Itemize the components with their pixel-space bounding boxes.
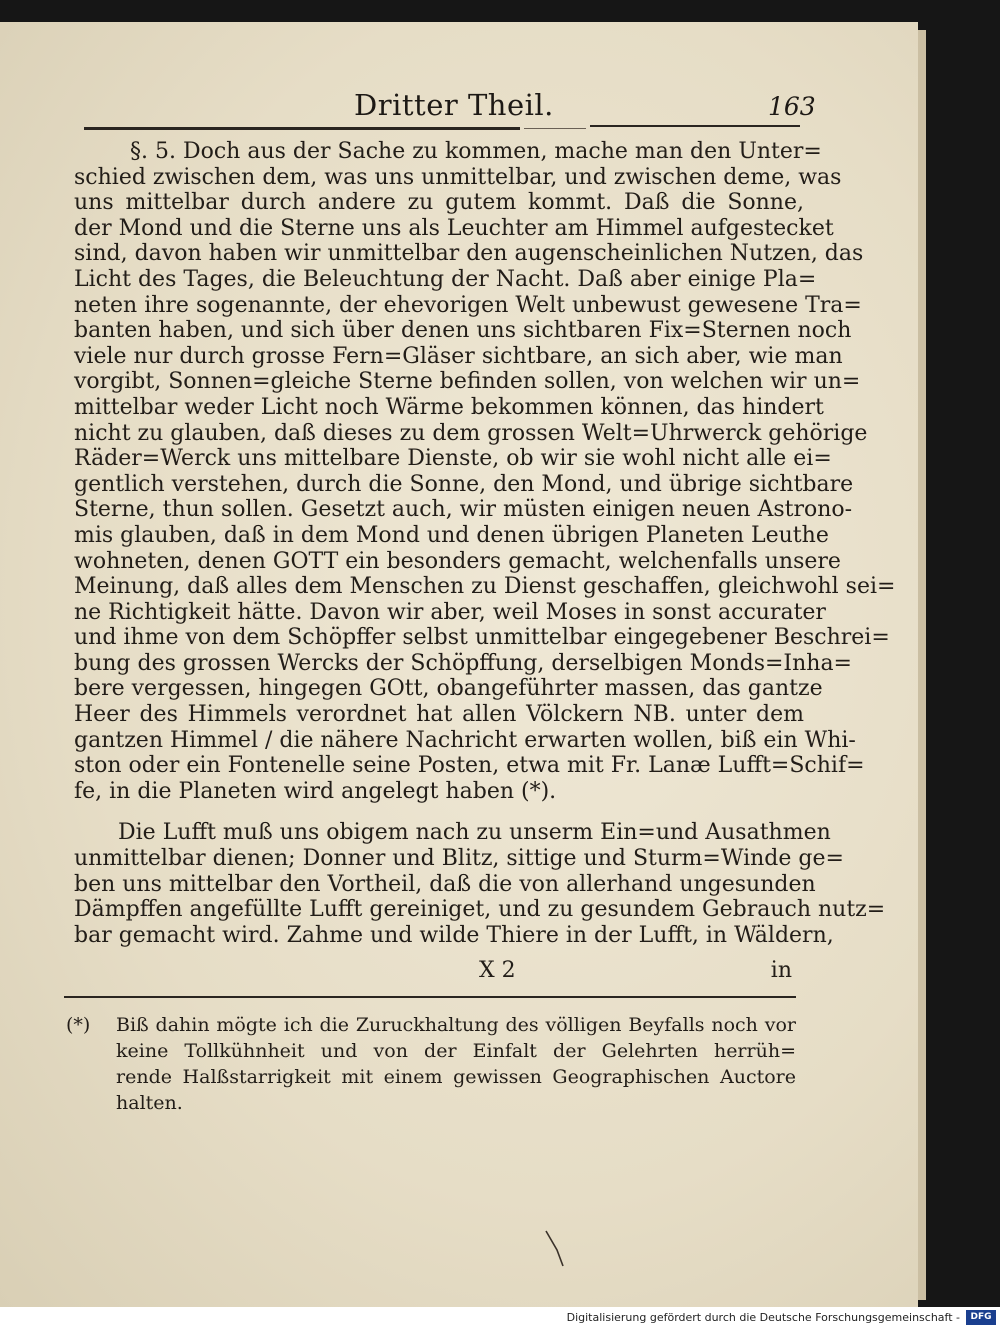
text-line: gentlich verstehen, durch die Sonne, den Mond, und übrige sichtbare [74,471,854,497]
text-line: banten haben, und sich über denen uns sichtbaren Fix=Sternen noch [74,318,852,344]
paper-mark [543,1228,571,1270]
text-line: ne Richtigkeit hätte. Davon wir aber, weil Moses in sonst accurater [74,599,826,625]
text-line: Heer des Himmels verordnet hat allen Völckern NB. unter dem [74,702,804,728]
paragraph-1 [74,139,896,804]
digitization-credit: Digitalisierung gefördert durch die Deutsche Forschungsgemeinschaft - [566,1311,960,1324]
text-line: §. 5. Doch aus der Sache zu kommen, mache man den Unter= [130,139,822,164]
text-line: ston oder ein Fontenelle seine Posten, etwa mit Fr. Lanæ Lufft=Schif= [74,753,865,779]
paragraph-2 [74,820,886,948]
footnote [66,1012,796,1116]
text-line: mis glauben, daß in dem Mond und denen übrigen Planeten Leuthe [74,522,829,548]
text-line: mittelbar weder Licht noch Wärme bekommen können, das hindert [74,394,824,420]
dfg-logo: DFG [966,1310,996,1325]
header-rule-middle [524,128,586,129]
text-line: gantzen Himmel / die nähere Nachricht erwarten wollen, biß ein Whi- [74,727,856,753]
signature-row [74,958,804,988]
text-line: der Mond und die Sterne uns als Leuchter am Himmel aufgestecket [74,215,834,241]
header-rule-left [84,127,520,130]
signature-mark: X 2 [479,958,516,983]
footnote-rule [64,996,796,998]
text-line: fe, in die Planeten wird angelegt haben (*). [74,778,557,804]
text-line: Räder=Werck uns mittelbare Dienste, ob wir sie wohl nicht alle ei= [74,446,832,472]
text-line: nicht zu glauben, daß dieses zu dem grossen Welt=Uhrwerck gehörige [74,420,868,446]
page-edge [918,30,926,1300]
text-line: viele nur durch grosse Fern=Gläser sichtbare, an sich aber, wie man [74,343,843,369]
text-line: Dämpffen angefüllte Lufft gereiniget, und zu gesundem Gebrauch nutz= [74,897,886,923]
text-line: ben uns mittelbar den Vortheil, daß die von allerhand ungesunden [74,871,816,897]
footnote-line: rende Halßstarrigkeit mit einem gewissen Geographischen Auctore [116,1066,796,1088]
text-line: bung des grossen Wercks der Schöpffung, derselbigen Monds=Inha= [74,650,852,676]
text-line: vorgibt, Sonnen=gleiche Sterne befinden sollen, von welchen wir un= [74,369,861,395]
text-line: unmittelbar dienen; Donner und Blitz, sittige und Sturm=Winde ge= [74,846,844,872]
running-head: Dritter Theil. [354,88,554,122]
footnote-mark: (*) [66,1014,91,1036]
body-text [74,139,896,948]
page-number: 163 [768,92,816,121]
text-line: wohneten, denen GOTT ein besonders gemacht, welchenfalls unsere [74,548,841,574]
paragraph-gap [74,804,804,820]
text-line: Sterne, thun sollen. Gesetzt auch, wir müsten einigen neuen Astrono- [74,497,853,523]
header-rule-right [590,125,800,127]
text-line: Meinung, daß alles dem Menschen zu Dienst geschaffen, gleichwohl sei= [74,574,896,600]
digitization-footer [0,1307,1000,1329]
catchword: in [770,958,792,983]
text-line: uns mittelbar durch andere zu gutem kommt. Daß die Sonne, [74,190,804,216]
text-line: bar gemacht wird. Zahme und wilde Thiere in der Lufft, in Wäldern, [74,922,834,948]
text-line: sind, davon haben wir unmittelbar den augenscheinlichen Nutzen, das [74,241,864,267]
text-line: und ihme von dem Schöpffer selbst unmittelbar eingegebener Beschrei= [74,625,890,651]
text-line: neten ihre sogenannte, der ehevorigen Welt unbewust gewesene Tra= [74,292,862,318]
text-line: schied zwischen dem, was uns unmittelbar, und zwischen deme, was [74,164,842,190]
text-line: bere vergessen, hingegen GOtt, obangeführter massen, das gantze [74,676,823,702]
footnote-lines [116,1012,796,1116]
footnote-line: halten. [116,1092,183,1114]
text-line: Die Lufft muß uns obigem nach zu unserm Ein=und Ausathmen [118,820,831,846]
text-line: Licht des Tages, die Beleuchtung der Nacht. Daß aber einige Pla= [74,266,817,292]
footnote-line: Biß dahin mögte ich die Zuruckhaltung des völligen Beyfalls noch vor [116,1014,796,1036]
footnote-line: keine Tollkühnheit und von der Einfalt der Gelehrten herrüh= [116,1040,796,1062]
